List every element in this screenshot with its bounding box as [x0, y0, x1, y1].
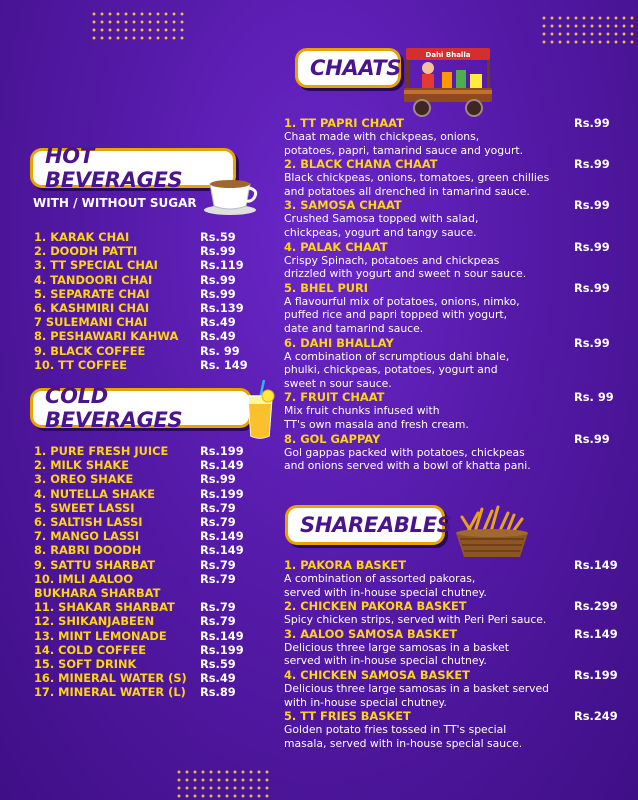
shareable-item-desc: Delicious three large samosas in a basket served with in-house special chutney.	[284, 640, 510, 668]
item-price: Rs.89	[200, 685, 236, 700]
item-name: 2. DOODH PATTI	[34, 244, 138, 259]
list-item	[34, 600, 274, 614]
chaat-item-price: Rs.99	[574, 280, 610, 295]
chaat-item	[284, 240, 626, 281]
chaat-item-title: 8. GOL GAPPAY	[284, 431, 381, 446]
list-item	[34, 230, 274, 244]
juice-glass-icon	[244, 378, 276, 440]
list-item	[34, 657, 274, 671]
fries-basket-icon	[452, 505, 532, 561]
item-name: 6. SALTISH LASSI	[34, 515, 143, 530]
item-price: Rs.119	[200, 258, 244, 273]
item-name: 11. SHAKAR SHARBAT	[34, 600, 175, 615]
list-item	[34, 344, 274, 358]
chaat-item-desc: A flavourful mix of potatoes, onions, nimko, puffed rice and papri topped with yogurt, date and tamarind sauce.	[284, 294, 520, 335]
list-item	[34, 358, 274, 372]
item-price: Rs.49	[200, 671, 236, 686]
item-price: Rs.149	[200, 628, 244, 643]
shareable-item-price: Rs.199	[574, 667, 618, 682]
chaat-item-desc: A combination of scrumptious dahi bhale, phulki, chickpeas, potatoes, yogurt and sweet n sour sauce.	[284, 349, 510, 390]
chaat-item-title: 6. DAHI BHALLAY	[284, 335, 394, 350]
shareable-item-desc: Delicious three large samosas in a basket served with in-house special chutney.	[284, 681, 550, 709]
chaat-item	[284, 116, 626, 157]
chaat-item-title: 7. FRUIT CHAAT	[284, 390, 385, 405]
list-item	[34, 244, 274, 258]
shareable-item	[284, 558, 626, 599]
chaat-item-title: 4. PALAK CHAAT	[284, 239, 388, 254]
list-item	[34, 629, 274, 643]
chaat-item	[284, 198, 626, 239]
shareable-item	[284, 668, 626, 709]
list-item	[34, 501, 274, 515]
tea-cup-icon	[202, 174, 260, 216]
shareable-item-title: 2. CHICKEN PAKORA BASKET	[284, 599, 467, 614]
decorative-dots-bottom	[175, 768, 271, 800]
chaat-item-title: 2. BLACK CHANA CHAAT	[284, 157, 438, 172]
item-price: Rs.59	[200, 657, 236, 672]
item-price: Rs.79	[200, 600, 236, 615]
chaat-item	[284, 390, 626, 431]
list-item	[34, 287, 274, 301]
shareable-item-title: 1. PAKORA BASKET	[284, 558, 406, 572]
item-price: Rs.79	[200, 571, 236, 586]
list-item	[34, 543, 274, 557]
item-price: Rs.199	[200, 486, 244, 501]
shareable-item-price: Rs.249	[574, 709, 618, 724]
chaat-item	[284, 281, 626, 336]
list-item	[34, 258, 274, 272]
chaat-item	[284, 336, 626, 391]
item-name: 10. TT COFFEE	[34, 357, 128, 372]
item-name: 4. NUTELLA SHAKE	[34, 486, 156, 501]
shareable-item-title: 5. TT FRIES BASKET	[284, 709, 411, 724]
shareable-item-price: Rs.149	[574, 558, 618, 572]
cart-sign: Dahi Bhalla	[425, 51, 471, 59]
chaat-item-desc: Black chickpeas, onions, tomatoes, green chillies and potatoes all drenched in tamarind sauce.	[284, 171, 550, 198]
list-item	[34, 458, 274, 472]
item-name: 12. SHIKANJABEEN	[34, 614, 155, 629]
shareable-item-title: 3. AALOO SAMOSA BASKET	[284, 626, 458, 641]
shareable-item	[284, 709, 626, 750]
shareable-item-title: 4. CHICKEN SAMOSA BASKET	[284, 667, 470, 682]
item-price: Rs.99	[200, 244, 236, 259]
list-item	[34, 685, 274, 699]
hot-beverages-list	[34, 230, 274, 372]
chaat-item-price: Rs.99	[574, 335, 610, 350]
item-price: Rs.149	[200, 529, 244, 544]
shareable-item-desc: Golden potato fries tossed in TT's special masala, served with in-house special sauce.	[284, 723, 523, 750]
chaat-item-desc: Mix fruit chunks infused with TT's own masala and fresh cream.	[284, 404, 469, 431]
list-item	[34, 315, 274, 329]
item-name: 7 SULEMANI CHAI	[34, 315, 148, 330]
chaat-item-desc: Chaat made with chickpeas, onions, potatoes, papri, tamarind sauce and yogurt.	[284, 130, 524, 157]
item-price: Rs.99	[200, 272, 236, 287]
item-name: 17. MINERAL WATER (L)	[34, 685, 186, 700]
item-name: 16. MINERAL WATER (S)	[34, 671, 187, 686]
decorative-dots-top-right	[540, 14, 636, 48]
chaat-item-price: Rs.99	[574, 431, 610, 446]
item-price: Rs.49	[200, 329, 236, 344]
shareable-item	[284, 627, 626, 668]
item-name: 7. MANGO LASSI	[34, 529, 140, 544]
item-name: 15. SOFT DRINK	[34, 657, 137, 672]
item-name: 9. SATTU SHARBAT	[34, 557, 156, 572]
item-name: 9. BLACK COFFEE	[34, 343, 146, 358]
shareable-item-price: Rs.149	[574, 626, 618, 641]
chaat-item-title: 1. TT PAPRI CHAAT	[284, 116, 404, 130]
item-price: Rs.49	[200, 315, 236, 330]
list-item	[34, 572, 274, 600]
item-name: 3. OREO SHAKE	[34, 472, 134, 487]
item-name: 13. MINT LEMONADE	[34, 628, 167, 643]
list-item	[34, 558, 274, 572]
item-price: Rs.79	[200, 515, 236, 530]
shareables-heading: SHAREABLES	[285, 505, 445, 545]
list-item	[34, 529, 274, 543]
item-name: 8. RABRI DOODH	[34, 543, 142, 558]
item-price: Rs.79	[200, 500, 236, 515]
chaat-item	[284, 432, 626, 473]
item-price: Rs.59	[200, 230, 236, 244]
cold-beverages-list	[34, 444, 274, 700]
decorative-dots-top-left	[90, 10, 186, 44]
list-item	[34, 472, 274, 486]
list-item	[34, 444, 274, 458]
shareable-item-price: Rs.299	[574, 599, 618, 614]
shareables-menu	[284, 558, 626, 750]
list-item	[34, 671, 274, 685]
shareable-item	[284, 599, 626, 627]
chaat-item-desc: Crispy Spinach, potatoes and chickpeas drizzled with yogurt and sweet n sour sauce.	[284, 253, 527, 281]
chaat-item-price: Rs.99	[574, 157, 610, 172]
item-name: 5. SEPARATE CHAI	[34, 286, 150, 301]
chaat-cart-icon	[398, 40, 498, 120]
item-name: 1. KARAK CHAI	[34, 230, 130, 244]
shareable-item-desc: Spicy chicken strips, served with Peri Peri sauce.	[284, 613, 547, 627]
item-price: Rs.79	[200, 614, 236, 629]
item-price: Rs.139	[200, 301, 244, 316]
chaat-item-price: Rs.99	[574, 239, 610, 254]
list-item	[34, 515, 274, 529]
item-name: 6. KASHMIRI CHAI	[34, 301, 150, 316]
item-price: Rs.149	[200, 543, 244, 558]
item-name: 5. SWEET LASSI	[34, 500, 135, 515]
chaat-item-price: Rs.99	[574, 116, 610, 130]
item-name: 3. TT SPECIAL CHAI	[34, 258, 158, 273]
shareable-item-desc: A combination of assorted pakoras, served with in-house special chutney.	[284, 572, 487, 599]
item-price: Rs.99	[200, 472, 236, 487]
item-name: 1. PURE FRESH JUICE	[34, 444, 169, 458]
list-item	[34, 643, 274, 657]
item-price: Rs.149	[200, 458, 244, 473]
chaat-item-title: 5. BHEL PURI	[284, 280, 369, 295]
chaat-item-title: 3. SAMOSA CHAAT	[284, 198, 402, 213]
item-price: Rs.199	[200, 642, 244, 657]
hot-beverages-subheading: WITH / WITHOUT SUGAR	[33, 196, 197, 210]
item-price: Rs.99	[200, 286, 236, 301]
item-name: 10. IMLI AALOO BUKHARA SHARBAT	[34, 571, 161, 601]
item-price: Rs. 99	[200, 343, 240, 358]
item-price: Rs.199	[200, 444, 244, 458]
hot-beverages-heading: HOT BEVERAGES	[30, 148, 236, 188]
chaat-item	[284, 157, 626, 198]
item-name: 8. PESHAWARI KAHWA	[34, 329, 179, 344]
item-name: 14. COLD COFFEE	[34, 642, 147, 657]
item-name: 2. MILK SHAKE	[34, 458, 130, 473]
chaat-item-price: Rs.99	[574, 198, 610, 213]
chaats-heading: CHAATS	[295, 48, 401, 88]
chaat-item-price: Rs. 99	[574, 390, 614, 405]
list-item	[34, 273, 274, 287]
chaat-item-desc: Gol gappas packed with potatoes, chickpeas and onions served with a bowl of khatta pani.	[284, 445, 531, 473]
chaat-item-desc: Crushed Samosa topped with salad, chickpeas, yogurt and tangy sauce.	[284, 212, 479, 239]
list-item	[34, 329, 274, 343]
cold-beverages-heading: COLD BEVERAGES	[30, 388, 252, 428]
item-price: Rs. 149	[200, 357, 248, 372]
list-item	[34, 301, 274, 315]
item-price: Rs.79	[200, 557, 236, 572]
list-item	[34, 614, 274, 628]
chaats-menu	[284, 116, 626, 473]
list-item	[34, 487, 274, 501]
item-name: 4. TANDOORI CHAI	[34, 272, 153, 287]
